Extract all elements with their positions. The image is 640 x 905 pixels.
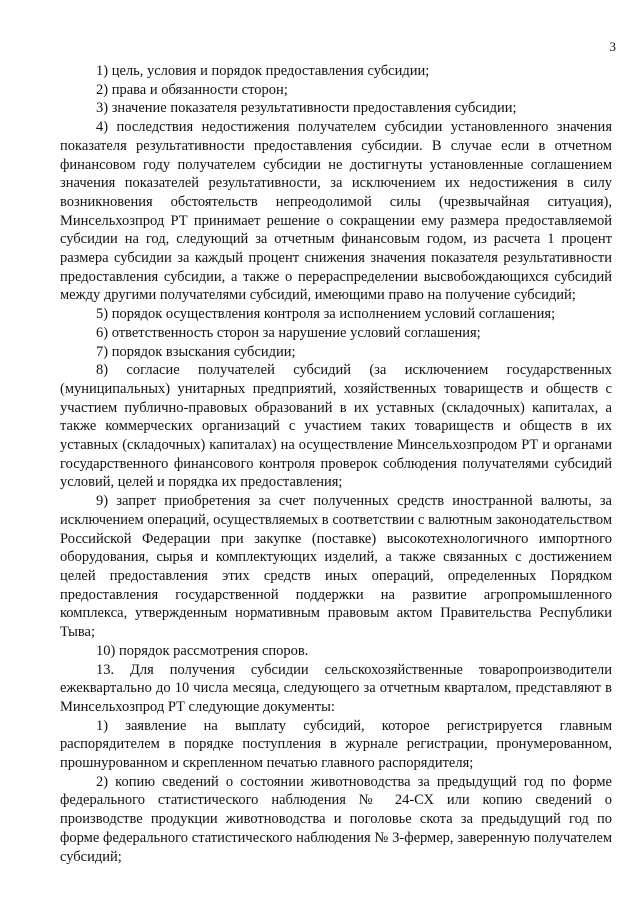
list-item-goal-conditions: 1) цель, условия и порядок предоставления субсидии; — [96, 63, 430, 79]
list-item-recovery-procedure: 7) порядок взыскания субсидии; — [96, 343, 296, 360]
list-item-control-procedure: 5) порядок осуществления контроля за исполнением условий соглашения; — [96, 306, 556, 323]
list-item-currency-prohibition: 9) запрет приобретения за счет полученных средств иностранной валюты, за исключением операций, осуществляемых в соответствии с валютным законодательством Российской Федерации при закупке (поставке) высокотехнологичного импортного оборудования, сырья и комплектующих изделий, а также связанных с достижением целей предоставления этих средств иных операций, определенных Порядком предоставления государственной поддержки на развитие агропромышленного комплекса, утвержденным нормативным правовым актом Правительства Республики Тыва; — [60, 493, 612, 641]
list-item-performance-indicator: 3) значение показателя результативности предоставления субсидии; — [96, 100, 517, 117]
page-number: 3 — [609, 39, 616, 54]
list-item-non-achievement-consequences: 4) последствия недостижения получателем субсидии установленного значения показателя результативности предоставления субсидии. В случае если в отчетном финансовом году получателем субсидии не достигнуты установленные соглашением значения показателей результативности, за исключением их недостижения в силу возникновения обстоятельств непреодолимой силы (чрезвычайная ситуация), Минсельхозпрод РТ принимает решение о сокращении ему размера предоставляемой субсидии на год, следующий за отчетным финансовым годом, из расчета 1 процент размера субсидии за каждый процент снижения значения показателя результативности предоставления субсидии, а также о перераспределении высвобождающихся субсидий между другими получателями субсидий, имеющими право на получение субсидий; — [60, 119, 612, 304]
list-item-responsibility: 6) ответственность сторон за нарушение условий соглашения; — [96, 324, 481, 341]
document-item-livestock-report: 2) копию сведений о состоянии животноводства за предыдущий год по форме федерального статистического наблюдения № 24-СХ или копию сведений о производстве продукции животноводства и поголовье скота за предыдущий год по форме федерального статистического наблюдения № 3-фермер, заверенную получателем субсидий; — [60, 773, 612, 865]
document-body — [60, 62, 612, 866]
list-item-dispute-resolution: 10) порядок рассмотрения споров. — [96, 642, 309, 659]
list-item-consent-to-audit: 8) согласие получателей субсидий (за исключением государственных (муниципальных) унитарных предприятий, хозяйственных товариществ и обществ с участием публично-правовых образований в их уставных (складочных) капиталах, а также коммерческих организаций с участием таких товариществ и обществ в их уставных (складочных) капиталах) на осуществление Минсельхозпродом РТ и органами государственного финансового контроля проверок соблюдения получателями субсидий условий, целей и порядка их предоставления; — [60, 362, 612, 491]
section-13-intro: 13. Для получения субсидии сельскохозяйственные товаропроизводители ежеквартально до 10 числа месяца, следующего за отчетным кварталом, представляют в Минсельхозпрод РТ следующие документы: — [60, 661, 612, 715]
document-item-application: 1) заявление на выплату субсидий, которое регистрируется главным распорядителем в порядке поступления в журнале регистрации, пронумерованном, прошнурованном и скрепленном печатью главного распорядителя; — [60, 717, 612, 772]
list-item-rights-duties: 2) права и обязанности сторон; — [96, 81, 288, 98]
